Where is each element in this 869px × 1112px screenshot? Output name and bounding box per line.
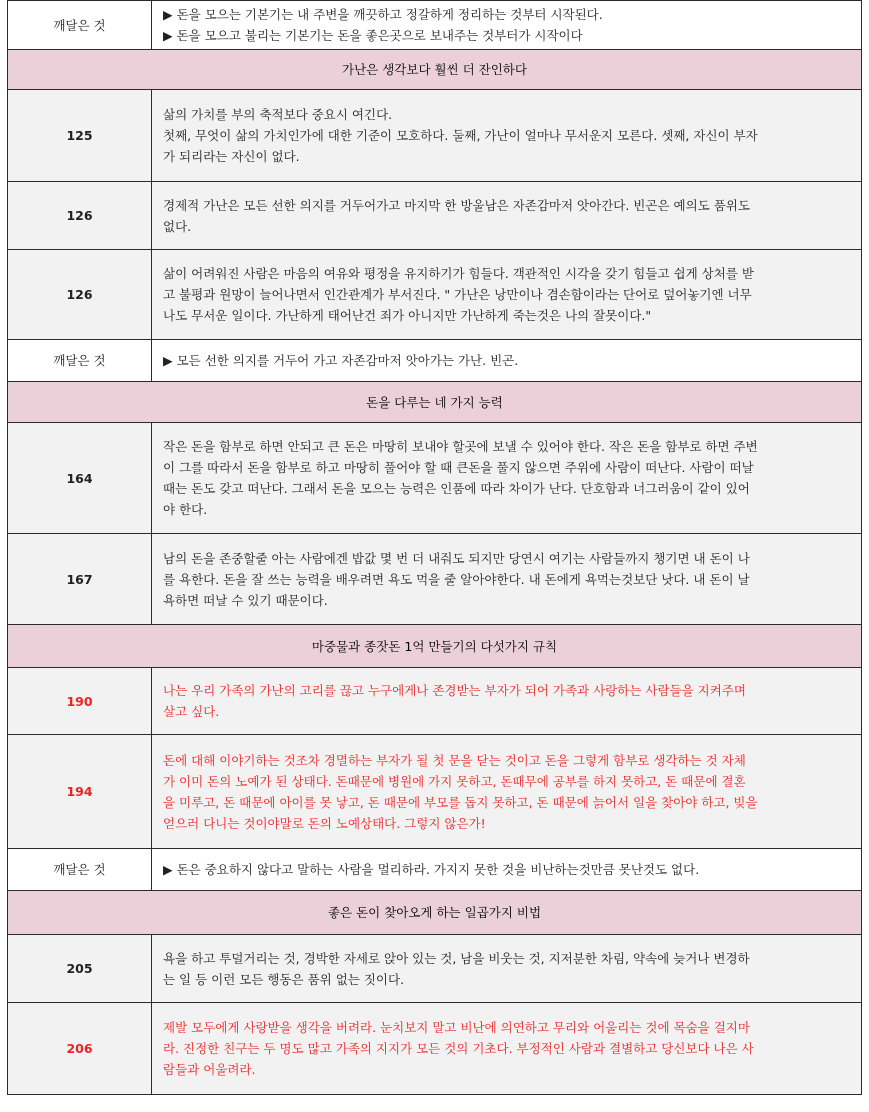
page-number: 126 [8,182,152,250]
note-row [8,534,862,625]
text-line: 가 되리라는 자신이 없다. [163,149,300,164]
note-row [8,935,862,1003]
realization-row [8,1,862,50]
note-text [152,90,862,182]
note-row [8,250,862,340]
text-line: 욕을 하고 투덜거리는 것, 경박한 자세로 앉아 있는 것, 남을 비웃는 것, 지저분한 차림, 약속에 늦거나 변경하 [163,950,750,966]
note-row [8,423,862,534]
note-row-highlight [8,735,862,849]
text-line: 작은 돈을 함부로 하면 안되고 큰 돈은 마땅히 보내야 할곳에 보낼 수 있어야 한다. 작은 돈을 함부로 하면 주변 [163,439,758,454]
text-line: 없다. [163,218,192,234]
note-row-highlight [8,1003,862,1095]
section-header-row [8,625,862,668]
text-line: 살고 싶다. [163,704,220,719]
text-line: 얻으러 다니는 것이야말로 돈의 노예상태다. 그렇지 않은가! [163,815,486,831]
text-line: 가 이미 돈의 노예가 된 상태다. 돈때문에 병원에 가지 못하고, 돈때무에 공부를 하지 못하고, 돈 때문에 결혼 [163,773,746,789]
page-number: 190 [8,668,152,735]
text-line: 남의 돈을 존중할줄 아는 사람에겐 밥값 몇 번 더 내줘도 되지만 당연시 여기는 사람들까지 챙기면 내 돈이 나 [163,550,750,566]
page-number: 164 [8,423,152,534]
text-line: 첫째, 무엇이 삶의 가치인가에 대한 기준이 모호하다. 둘째, 가난이 얼마나 무서운지 모른다. 셋째, 자신이 부자 [163,128,758,143]
text-line: ▶ 돈을 모으고 불리는 기본기는 돈을 좋은곳으로 보내주는 것부터가 시작이다 [163,28,583,43]
realization-text [152,1,862,50]
text-line: 욕하면 떠날 수 있기 때문이다. [163,592,328,608]
realization-text [152,849,862,891]
text-line: ▶ 돈은 중요하지 않다고 말하는 사람을 멀리하라. 가지지 못한 것을 비난하는것만큼 못난것도 없다. [163,862,700,877]
text-line: 고 불평과 원망이 늘어나면서 인간관계가 부서진다. " 가난은 낭만이나 겸손함이라는 단어로 덮어놓기엔 너무 [163,287,752,302]
text-line: 는 일 등 이런 모든 행동은 품위 없는 짓이다. [163,971,405,987]
section-title: 돈을 다루는 네 가지 능력 [8,382,862,423]
text-line: 라. 진정한 친구는 두 명도 많고 가족의 지지가 모든 것의 기초다. 부정적인 사람과 결별하고 당신보다 나은 사 [163,1041,754,1056]
note-text [152,423,862,534]
text-line: 를 욕한다. 돈을 잘 쓰는 능력을 배우려면 욕도 먹을 줄 알아야한다. 내 돈에게 욕먹는것보단 낫다. 내 돈이 날 [163,571,750,587]
text-line: 나는 우리 가족의 가난의 고리를 끊고 누구에게나 존경받는 부자가 되어 가족과 사랑하는 사람들을 지켜주며 [163,683,746,698]
page-number: 126 [8,250,152,340]
page-number: 194 [8,735,152,849]
section-header-row [8,891,862,935]
note-row-highlight [8,668,862,735]
text-line: 야 한다. [163,502,208,517]
text-line: 경제적 가난은 모든 선한 의지를 거두어가고 마지막 한 방울남은 자존감마저 앗아간다. 빈곤은 예의도 품위도 [163,197,750,213]
book-notes-table [7,0,862,1095]
note-text [152,935,862,1003]
page-number: 167 [8,534,152,625]
text-line: 삶이 어려워진 사람은 마음의 여유와 평정을 유지하기가 힘들다. 객관적인 시각을 갖기 힘들고 쉽게 상처를 받 [163,266,754,281]
text-line: 때는 돈도 갖고 떠난다. 그래서 돈을 모으는 능력은 인품에 따라 차이가 난다. 단호함과 너그러움이 같이 있어 [163,481,750,496]
note-row [8,182,862,250]
text-line: 이 그를 따라서 돈을 함부로 하고 마땅히 풀어야 할 때 큰돈을 풀지 않으면 주위에 사람이 떠난다. 사람이 떠날 [163,460,754,475]
realization-label: 깨달은 것 [8,1,152,50]
section-header-row [8,50,862,90]
note-text [152,534,862,625]
section-title: 좋은 돈이 찾아오게 하는 일곱가지 비법 [8,891,862,935]
section-title: 가난은 생각보다 훨씬 더 잔인하다 [8,50,862,90]
realization-label: 깨달은 것 [8,340,152,382]
text-line: 돈에 대해 이야기하는 것조차 경멸하는 부자가 될 첫 문을 닫는 것이고 돈을 그렇게 함부로 생각하는 것 자체 [163,752,746,768]
note-text [152,735,862,849]
text-line: 삶의 가치를 부의 축적보다 중요시 여긴다. [163,107,393,122]
page-number: 125 [8,90,152,182]
note-text [152,668,862,735]
realization-label: 깨달은 것 [8,849,152,891]
note-text [152,182,862,250]
note-row [8,90,862,182]
note-text [152,1003,862,1095]
text-line: 나도 무서운 일이다. 가난하게 태어난건 죄가 아니지만 가난하게 죽는것은 나의 잘못이다." [163,308,652,323]
text-line: 제발 모두에게 사랑받을 생각을 버려라. 눈치보지 말고 비난에 의연하고 무리와 어울리는 것에 목숨을 걸지마 [163,1020,750,1035]
section-header-row [8,382,862,423]
realization-row [8,340,862,382]
note-text [152,250,862,340]
realization-text [152,340,862,382]
text-line: 람들과 어울려라. [163,1062,256,1077]
section-title: 마중물과 종잣돈 1억 만들기의 다섯가지 규칙 [8,625,862,668]
text-line: ▶ 돈을 모으는 기본기는 내 주변을 깨끗하고 정갈하게 정리하는 것부터 시작된다. [163,7,603,22]
text-line: ▶ 모든 선한 의지를 거두어 가고 자존감마저 앗아가는 가난. 빈곤. [163,353,519,368]
page-number: 206 [8,1003,152,1095]
realization-row [8,849,862,891]
text-line: 을 미루고, 돈 때문에 아이를 못 낳고, 돈 때문에 부모를 돕지 못하고, 돈 때문에 늙어서 일을 찾아야 하고, 빚을 [163,794,758,810]
page-number: 205 [8,935,152,1003]
